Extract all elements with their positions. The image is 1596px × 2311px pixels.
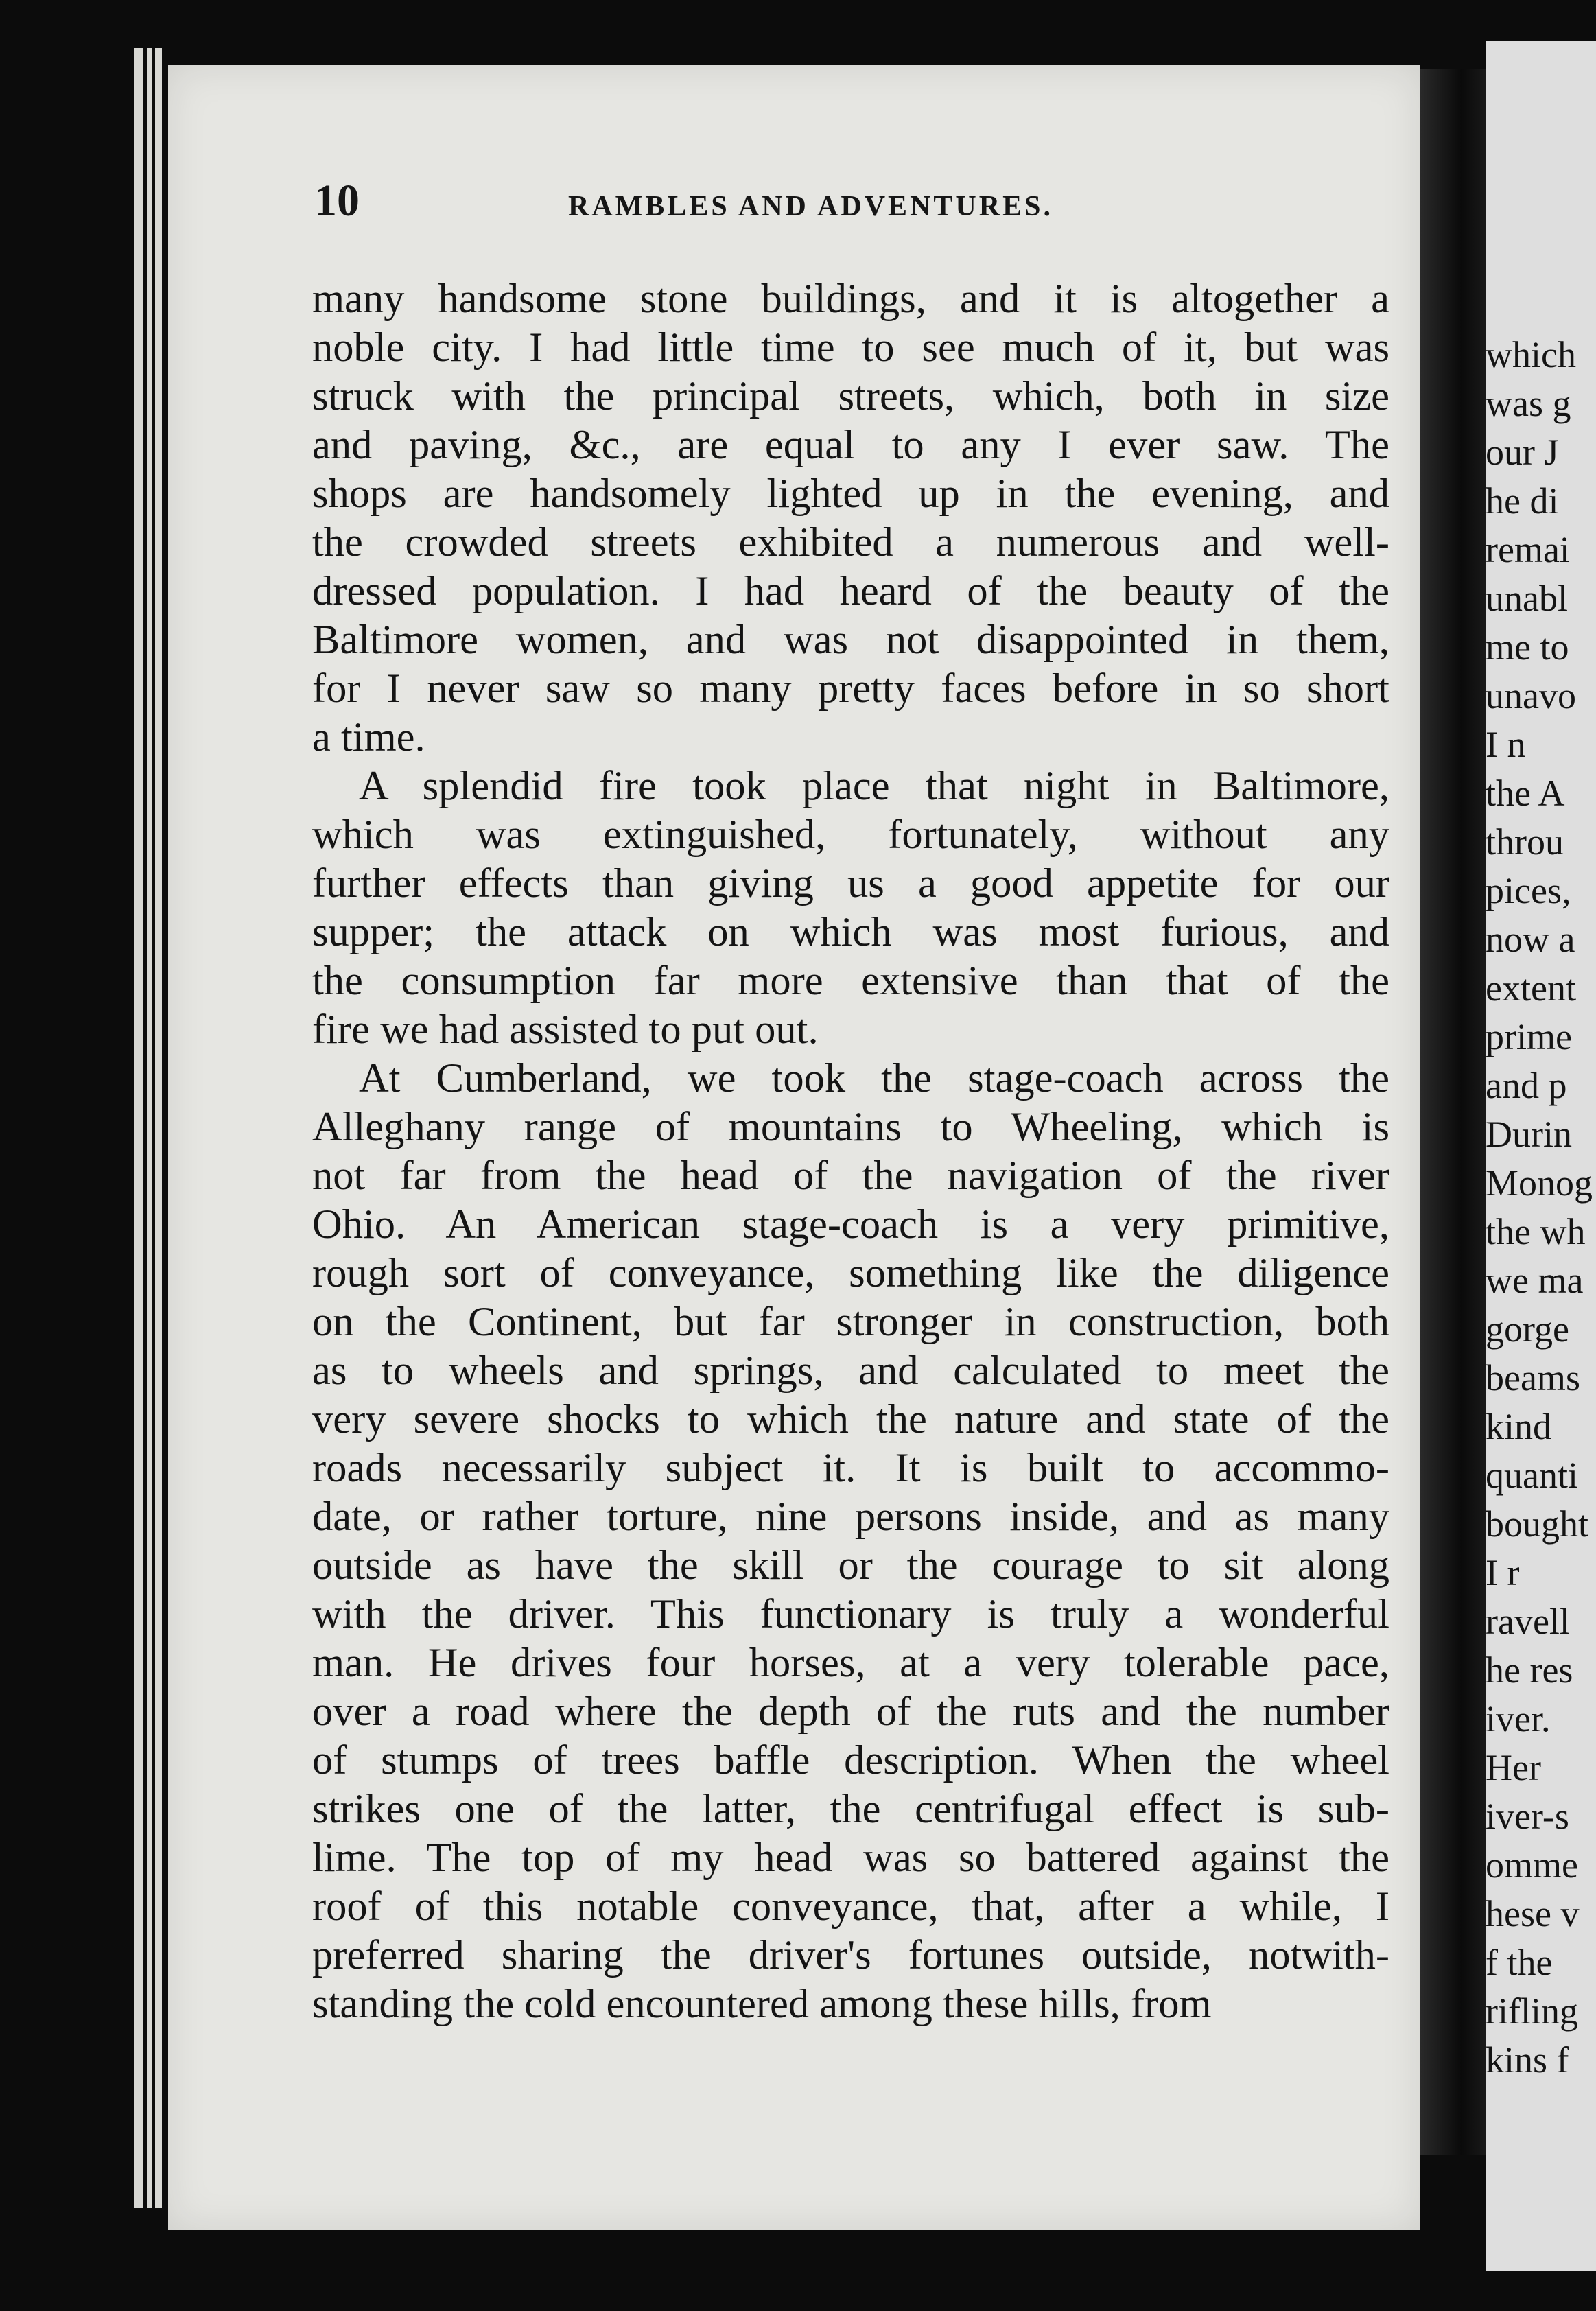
text-line: fire we had assisted to put out. xyxy=(312,1007,819,1053)
paragraph xyxy=(312,274,1389,762)
facing-page-fragment: beams xyxy=(1486,1357,1580,1398)
text-line: the crowded streets exhibited a numerous and well- xyxy=(312,519,1389,565)
paragraph xyxy=(312,762,1389,1054)
facing-page-fragment: and p xyxy=(1486,1065,1567,1106)
facing-page-fragment: Durin xyxy=(1486,1114,1572,1155)
text-line: preferred sharing the driver's fortunes outside, notwith- xyxy=(312,1932,1389,1978)
text-line: man. He drives four horses, at a very tolerable pace, xyxy=(312,1640,1389,1686)
facing-page-fragment: unabl xyxy=(1486,578,1568,619)
text-line: date, or rather torture, nine persons inside, and as many xyxy=(312,1494,1389,1540)
facing-page-fragment: hese v xyxy=(1486,1893,1580,1934)
facing-page-fragment: now a xyxy=(1486,919,1575,960)
running-head: RAMBLES AND ADVENTURES. xyxy=(568,191,1053,222)
text-line: shops are handsomely lighted up in the evening, and xyxy=(312,471,1389,517)
text-line: as to wheels and springs, and calculated to meet the xyxy=(312,1348,1389,1394)
facing-page-fragment: gorge xyxy=(1486,1309,1569,1350)
facing-page-fragment: he di xyxy=(1486,480,1559,521)
facing-page-fragment: the A xyxy=(1486,773,1565,814)
facing-page-fragment: ravell xyxy=(1486,1601,1570,1642)
text-line: a time. xyxy=(312,714,425,760)
text-line: over a road where the depth of the ruts and the number xyxy=(312,1689,1389,1735)
facing-page-fragment: unavo xyxy=(1486,675,1576,716)
facing-page-fragment: throu xyxy=(1486,821,1564,863)
facing-page-fragment: iver. xyxy=(1486,1698,1551,1739)
facing-page-fragment: kins f xyxy=(1486,2039,1569,2080)
facing-page-fragment: was g xyxy=(1486,383,1571,424)
text-line: of stumps of trees baffle description. When the wheel xyxy=(312,1737,1389,1783)
text-line: on the Continent, but far stronger in construction, both xyxy=(312,1299,1389,1345)
facing-page-fragment: quanti xyxy=(1486,1455,1578,1496)
facing-page-fragment: Monog xyxy=(1486,1162,1593,1204)
text-line: very severe shocks to which the nature and state of the xyxy=(312,1396,1389,1442)
text-line: further effects than giving us a good appetite for our xyxy=(312,860,1389,906)
text-line: roof of this notable conveyance, that, after a while, I xyxy=(312,1884,1389,1929)
text-line: supper; the attack on which was most furious, and xyxy=(312,909,1389,955)
facing-page-fragment: omme xyxy=(1486,1844,1578,1886)
text-line: strikes one of the latter, the centrifugal effect is sub- xyxy=(312,1786,1389,1832)
text-line: standing the cold encountered among these hills, from xyxy=(312,1981,1212,2027)
text-line: with the driver. This functionary is truly a wonderful xyxy=(312,1591,1389,1637)
facing-page-fragment: the wh xyxy=(1486,1211,1586,1252)
facing-page-fragment: our J xyxy=(1486,432,1559,473)
text-line: for I never saw so many pretty faces before in so short xyxy=(312,666,1389,712)
facing-page-fragment: bought xyxy=(1486,1503,1589,1545)
text-line: outside as have the skill or the courage to sit along xyxy=(312,1542,1389,1588)
text-line: roads necessarily subject it. It is built to accommo- xyxy=(312,1445,1389,1491)
text-line: Alleghany range of mountains to Wheeling, which is xyxy=(312,1104,1389,1150)
text-line: dressed population. I had heard of the beauty of the xyxy=(312,568,1389,614)
text-line: which was extinguished, fortunately, without any xyxy=(312,812,1389,858)
facing-page-fragment: me to xyxy=(1486,626,1569,668)
page-header xyxy=(314,175,1388,237)
facing-page-fragment: iver-s xyxy=(1486,1796,1569,1837)
facing-page-fragment: I r xyxy=(1486,1552,1520,1593)
facing-page-fragment: which xyxy=(1486,334,1576,375)
facing-page-fragment: pices, xyxy=(1486,870,1571,911)
facing-page-fragment: kind xyxy=(1486,1406,1552,1447)
text-line: noble city. I had little time to see much of it, but was xyxy=(312,325,1389,371)
text-line: Baltimore women, and was not disappointed in them, xyxy=(312,617,1389,663)
text-line: Ohio. An American stage-coach is a very primitive, xyxy=(312,1201,1389,1247)
facing-page-fragment: we ma xyxy=(1486,1260,1584,1301)
facing-page xyxy=(1486,41,1596,2271)
page-number: 10 xyxy=(314,176,360,226)
facing-page-fragment: f the xyxy=(1486,1942,1553,1983)
facing-page-fragment: Her xyxy=(1486,1747,1541,1788)
facing-page-fragment: prime xyxy=(1486,1016,1572,1057)
text-line: the consumption far more extensive than that of the xyxy=(312,958,1389,1004)
facing-page-fragment: remai xyxy=(1486,529,1570,570)
page-edge xyxy=(147,48,152,2208)
facing-page-fragment: extent xyxy=(1486,967,1576,1009)
text-line: struck with the principal streets, which, both in size xyxy=(312,373,1389,419)
text-line: not far from the head of the navigation of the river xyxy=(312,1153,1389,1199)
book-gutter xyxy=(1420,69,1489,2155)
text-line: and paving, &c., are equal to any I ever saw. The xyxy=(312,422,1389,468)
text-line: rough sort of conveyance, something like the diligence xyxy=(312,1250,1389,1296)
facing-page-fragment: rifling xyxy=(1486,1991,1578,2032)
text-line: lime. The top of my head was so battered against the xyxy=(312,1835,1389,1881)
text-line: A splendid fire took place that night in Baltimore, xyxy=(359,763,1389,809)
text-line: many handsome stone buildings, and it is altogether a xyxy=(312,276,1389,322)
paragraph xyxy=(312,1054,1389,2028)
body-text xyxy=(312,274,1389,2028)
facing-page-fragment: I n xyxy=(1486,724,1526,765)
facing-page-fragment: he res xyxy=(1486,1650,1573,1691)
page-edge xyxy=(155,48,162,2208)
page-edge xyxy=(134,48,143,2208)
text-line: At Cumberland, we took the stage-coach across the xyxy=(359,1055,1389,1101)
